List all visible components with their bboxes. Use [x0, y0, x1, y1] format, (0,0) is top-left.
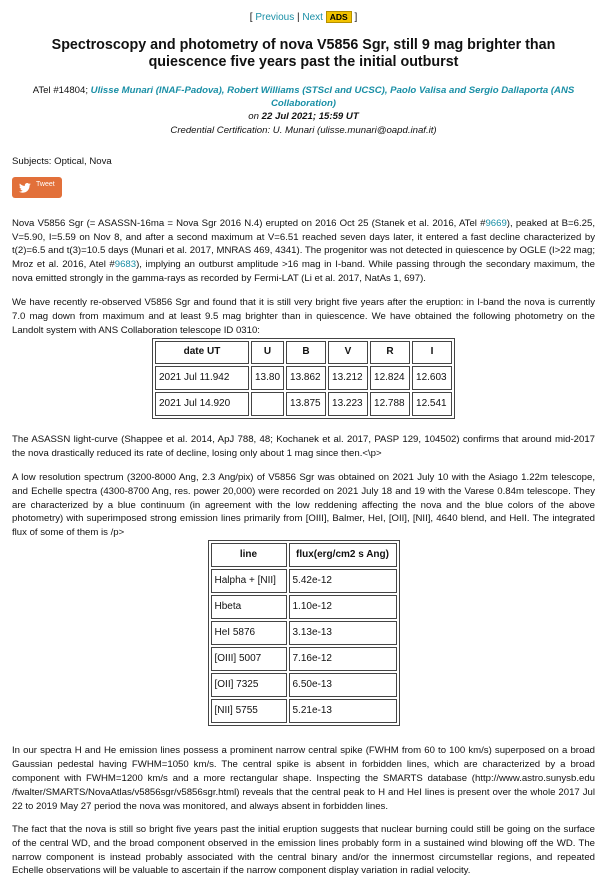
page-title: Spectroscopy and photometry of nova V5856 Sgr, still 9 mag brighter than quiescence five years past the initial outburst	[51, 37, 556, 71]
flux-table	[208, 540, 400, 726]
paragraph-intro	[12, 217, 595, 287]
cell-flux: 3.13e-13	[289, 621, 397, 645]
subjects: Subjects: Optical, Nova	[12, 155, 112, 167]
cell-r: 12.824	[370, 366, 410, 390]
paragraph-emission-lines: In our spectra H and He emission lines possess a prominent narrow central spike (FWHM from 60 to 100 km/s) superposed on a broad Gaussian pedestal having FWHM=1050 km/s. The central spike is absent in forbidden lines, which are characterized by a broad component with FWHM=1200 km/s and a more rectangular shape. Inspecting the SMARTS database (http://www.astro.sunysb.edu /fwalter/SMARTS/NovaAtlas/v5856sgr/v5856sgr.html) reveals that the central peak to H and HeI lines is present over the whole 2017 Jul 22 to 2019 May 27 period the nova was monitored, and always absent in forbidden lines.	[12, 745, 595, 812]
cell-v: 13.223	[328, 392, 368, 416]
cell-u	[251, 392, 284, 416]
cell-r: 12.788	[370, 392, 410, 416]
twitter-bird-icon	[19, 183, 31, 193]
atel-9683-link[interactable]: 9683	[114, 259, 137, 271]
cell-line: Halpha + [NII]	[211, 569, 287, 593]
nav-bracket-open: [	[249, 12, 253, 23]
atel-9669-link[interactable]: 9669	[485, 217, 507, 229]
table-row	[211, 699, 397, 723]
cell-date: 2021 Jul 14.920	[155, 392, 249, 416]
cell-line: [OIII] 5007	[211, 647, 287, 671]
col-date-ut: date UT	[155, 341, 249, 364]
cell-flux: 5.21e-13	[289, 699, 397, 723]
paragraph-conclusion: The fact that the nova is still so bright five years past the initial eruption suggests that nuclear burning could still be going on the surface of the central WD, and the broad component observed in the emission lines probably form in a sustained wind blowing off the WD. The narrow component is instead probably associated with the central binary and/or the innermost circumstellar regions, and repeated Echelle observations will be valuable to ascertain if the narrow component display variation in radial velocity.	[12, 823, 595, 877]
authors-link[interactable]: Ulisse Munari (INAF-Padova), Robert Williams (STScI and UCSC), Paolo Valisa and Sergio Dallaporta (ANS Collaboration)	[90, 84, 575, 110]
col-line: line	[211, 543, 287, 567]
intro-text-a: Nova V5856 Sgr (= ASASSN-16ma = Nova Sgr 2016 N.4) erupted on 2016 Oct 25 (Stanek et al. 2016, ATel #	[12, 217, 486, 229]
table-row	[211, 595, 397, 619]
cell-v: 13.212	[328, 366, 368, 390]
date-value: 22 Jul 2021; 15:59 UT	[261, 111, 359, 123]
col-i: I	[412, 341, 452, 364]
cell-flux: 5.42e-12	[289, 569, 397, 593]
photometry-table	[152, 338, 455, 419]
telegram-meta	[12, 84, 595, 137]
table-row	[155, 392, 452, 416]
top-navigation	[12, 0, 595, 25]
col-u: U	[251, 341, 284, 364]
table-row	[211, 647, 397, 671]
intro-text-b: ), peaked at B=6.25, V=5.90, I=5.59 on Nov 8, and after a second maximum at V=6.51 reached seven days later, it entered a fast decline characterized by t(2)=6.5 and t(3)=10.5 days (Munari et al. 2017, MNRAS 469, 4341). The progenitor was not detected in quiescence by OGLE (I>22 mag; Mroz et al. 2016, Atel #	[12, 217, 595, 271]
table-row	[211, 673, 397, 697]
table-row	[211, 621, 397, 645]
cell-b: 13.875	[286, 392, 326, 416]
tweet-label: Tweet	[36, 180, 55, 188]
table-row	[155, 366, 452, 390]
col-flux: flux(erg/cm2 s Ang)	[289, 543, 397, 567]
paragraph-photometry: We have recently re-observed V5856 Sgr and found that it is still very bright five years after the eruption: in I-band the nova is currently 7.0 mag down from maximum and at least 9.5 mag brighter than in quiescence. We have obtained the following photometry on the Landolt system with ANS Collaboration telescope ID 0310:	[12, 297, 595, 336]
col-v: V	[328, 341, 368, 364]
cell-flux: 6.50e-13	[289, 673, 397, 697]
atel-number: ATel #14804;	[32, 84, 88, 96]
table-row	[211, 569, 397, 593]
atel-author-line	[12, 84, 595, 110]
cell-i: 12.541	[412, 392, 452, 416]
cell-date: 2021 Jul 11.942	[155, 366, 249, 390]
date-prefix: on	[248, 111, 259, 123]
cell-flux: 1.10e-12	[289, 595, 397, 619]
tweet-button[interactable]	[12, 177, 62, 198]
cell-line: Hbeta	[211, 595, 287, 619]
nav-bracket-close: ]	[354, 12, 358, 23]
flux-header-row	[211, 543, 397, 567]
credential-certification: Credential Certification: U. Munari (ulisse.munari@oapd.inaf.it)	[170, 124, 437, 136]
ads-link[interactable]: ADS	[326, 11, 352, 23]
paragraph-lightcurve: The ASASSN light-curve (Shappee et al. 2014, ApJ 788, 48; Kochanek et al. 2017, PASP 129, 104502) confirms that around mid-2017 the nova drastically reduced its rate of decline, losing only about 1 mag since then.<\p>	[12, 433, 595, 459]
cell-line: [NII] 5755	[211, 699, 287, 723]
publication-date	[12, 110, 595, 123]
col-r: R	[370, 341, 410, 364]
cell-line: HeI 5876	[211, 621, 287, 645]
previous-link[interactable]: Previous	[255, 12, 295, 23]
paragraph-spectroscopy: A low resolution spectrum (3200-8000 Ang, 2.3 Ang/pix) of V5856 Sgr was obtained on 2021 July 10 with the Asiago 1.22m telescope, and Echelle spectra (4300-8700 Ang, res. power 20,000) were recorded on 2021 July 18 and 19 with the Varese 0.84m telescope. They are characterized by a blue continuum (in agreement with the low reddening affecting the nova and the blue colors of the above photometry) with superimposed strong emission lines primarily from [OIII], Balmer, HeI, [OII], [NII], 4640 blend, and HeII. The integrated flux of some of them is /p>	[12, 471, 595, 539]
intro-text-c: ), implying an outburst amplitude >16 mag in I-band. While passing through the secondary maximum, the nova emitted strongly in the gamma-rays as recorded by Fermi-LAT (Li et al. 2017, NatAs 1, 697).	[12, 259, 596, 285]
cell-line: [OII] 7325	[211, 673, 287, 697]
nav-separator: |	[297, 12, 300, 23]
cell-i: 12.603	[412, 366, 452, 390]
cell-u: 13.80	[251, 366, 284, 390]
col-b: B	[286, 341, 326, 364]
cell-b: 13.862	[286, 366, 326, 390]
next-link[interactable]: Next	[302, 12, 323, 23]
cell-flux: 7.16e-12	[289, 647, 397, 671]
photometry-header-row	[155, 341, 452, 364]
